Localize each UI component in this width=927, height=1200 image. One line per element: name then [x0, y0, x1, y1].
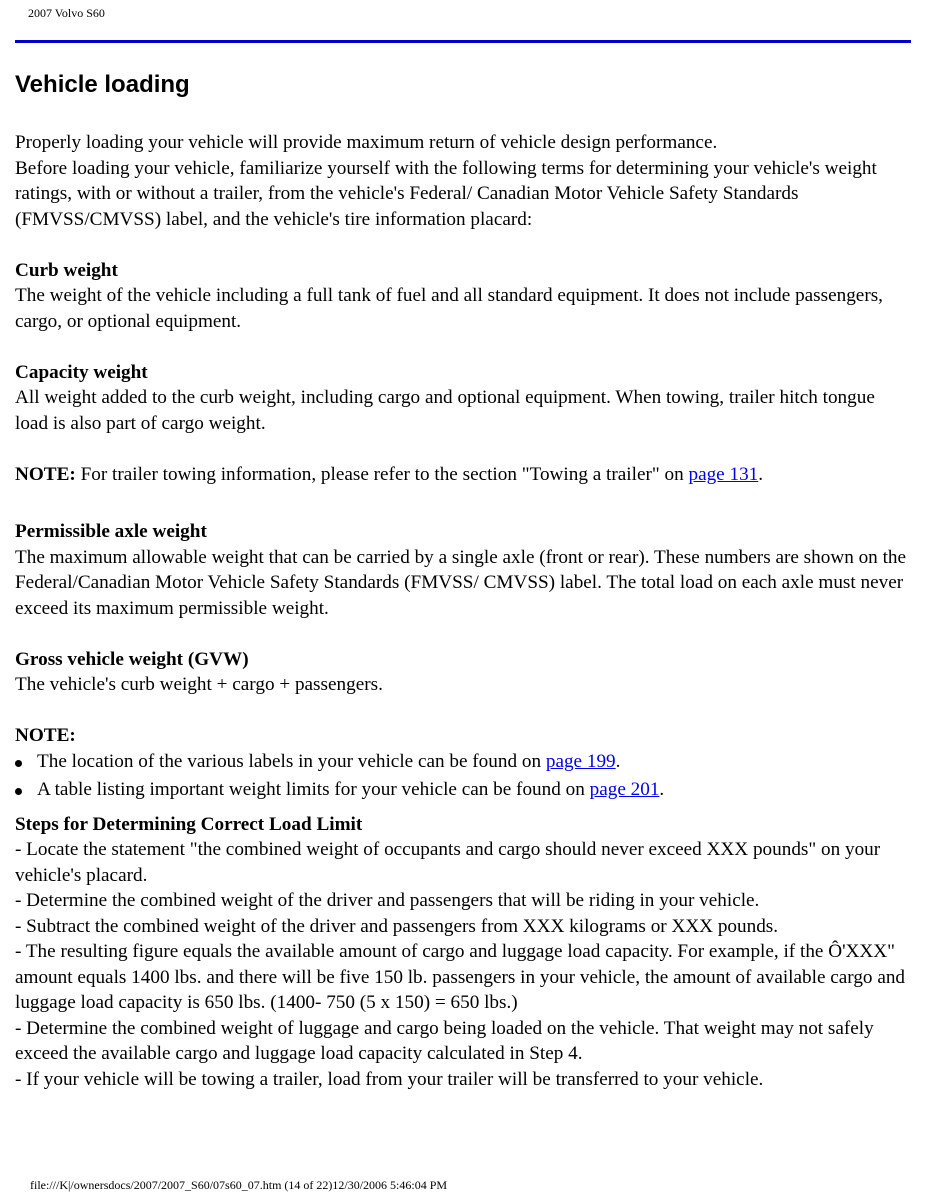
curb-weight-title: Curb weight	[15, 259, 118, 281]
capacity-weight-text: All weight added to the curb weight, including cargo and optional equipment. When towing, trailer hitch tongue load is also part of cargo weight.	[15, 387, 875, 434]
list-item: A table listing important weight limits for your vehicle can be found on page 201.	[15, 777, 911, 806]
step-line-3: - Subtract the combined weight of the driver and passengers from XXX kilograms or XXX pounds.	[15, 915, 779, 937]
step-line-1: - Locate the statement "the combined weight of occupants and cargo should never exceed XXX pounds" on your vehicle's placard.	[15, 839, 881, 886]
intro-line-1: Properly loading your vehicle will provide maximum return of vehicle design performance.	[15, 132, 718, 153]
capacity-weight-title: Capacity weight	[15, 361, 148, 383]
page-201-link[interactable]: page 201	[589, 779, 660, 800]
step-line-2: - Determine the combined weight of the driver and passengers that will be riding in your vehicle.	[15, 890, 760, 911]
steps-title: Steps for Determining Correct Load Limit	[15, 813, 363, 835]
step-line-5: - Determine the combined weight of luggage and cargo being loaded on the vehicle. That weight may not safely exceed the available cargo and luggage load capacity calculated in Step 4.	[15, 1017, 874, 1064]
list-item: The location of the various labels in your vehicle can be found on page 199.	[15, 749, 911, 778]
bullet-icon	[15, 760, 22, 767]
document-body	[15, 130, 911, 1092]
gvw-text: The vehicle's curb weight + cargo + passengers.	[15, 674, 383, 695]
step-line-6: - If your vehicle will be towing a trailer, load from your trailer will be transferred to your vehicle.	[15, 1068, 764, 1090]
intro-line-2: Before loading your vehicle, familiarize yourself with the following terms for determining your vehicle's weight ratings, with or without a trailer, from the vehicle's Federal/ Canadian Motor Vehicle Safety Standards (FMVSS/CMVSS) label, and the vehicle's tire information placard:	[15, 157, 877, 230]
step-line-4: - The resulting figure equals the available amount of cargo and luggage load capacity. For example, if the Ô'XXX" amount equals 1400 lbs. and there will be five 150 lb. passengers in your vehicle, the amount of available cargo and luggage load capacity is 650 lbs. (1400- 750 (5 x 150) = 650 lbs.)	[15, 941, 906, 1013]
footer-file-path: file:///K|/ownersdocs/2007/2007_S60/07s60_07.htm (14 of 22)12/30/2006 5:46:04 PM	[30, 1178, 448, 1192]
page-199-link[interactable]: page 199	[545, 750, 616, 772]
header-title: 2007 Volvo S60	[28, 6, 105, 20]
page-131-link[interactable]: page 131	[688, 463, 759, 485]
note-list	[15, 749, 911, 806]
towing-note: NOTE: For trailer towing information, please refer to the section "Towing a trailer" on page 131.	[15, 463, 764, 485]
bullet-icon	[15, 788, 22, 795]
axle-weight-text: The maximum allowable weight that can be carried by a single axle (front or rear). These numbers are shown on the Federal/Canadian Motor Vehicle Safety Standards (FMVSS/ CMVSS) label. The total load on each axle must never exceed its maximum permissible weight.	[15, 546, 907, 619]
page-title: Vehicle loading	[15, 71, 190, 98]
note-label: NOTE:	[15, 463, 76, 485]
axle-weight-title: Permissible axle weight	[15, 521, 207, 542]
header-rule	[15, 40, 911, 43]
gvw-title: Gross vehicle weight (GVW)	[15, 648, 249, 670]
curb-weight-text: The weight of the vehicle including a full tank of fuel and all standard equipment. It does not include passengers, cargo, or optional equipment.	[15, 285, 883, 332]
note-heading: NOTE:	[15, 725, 76, 746]
